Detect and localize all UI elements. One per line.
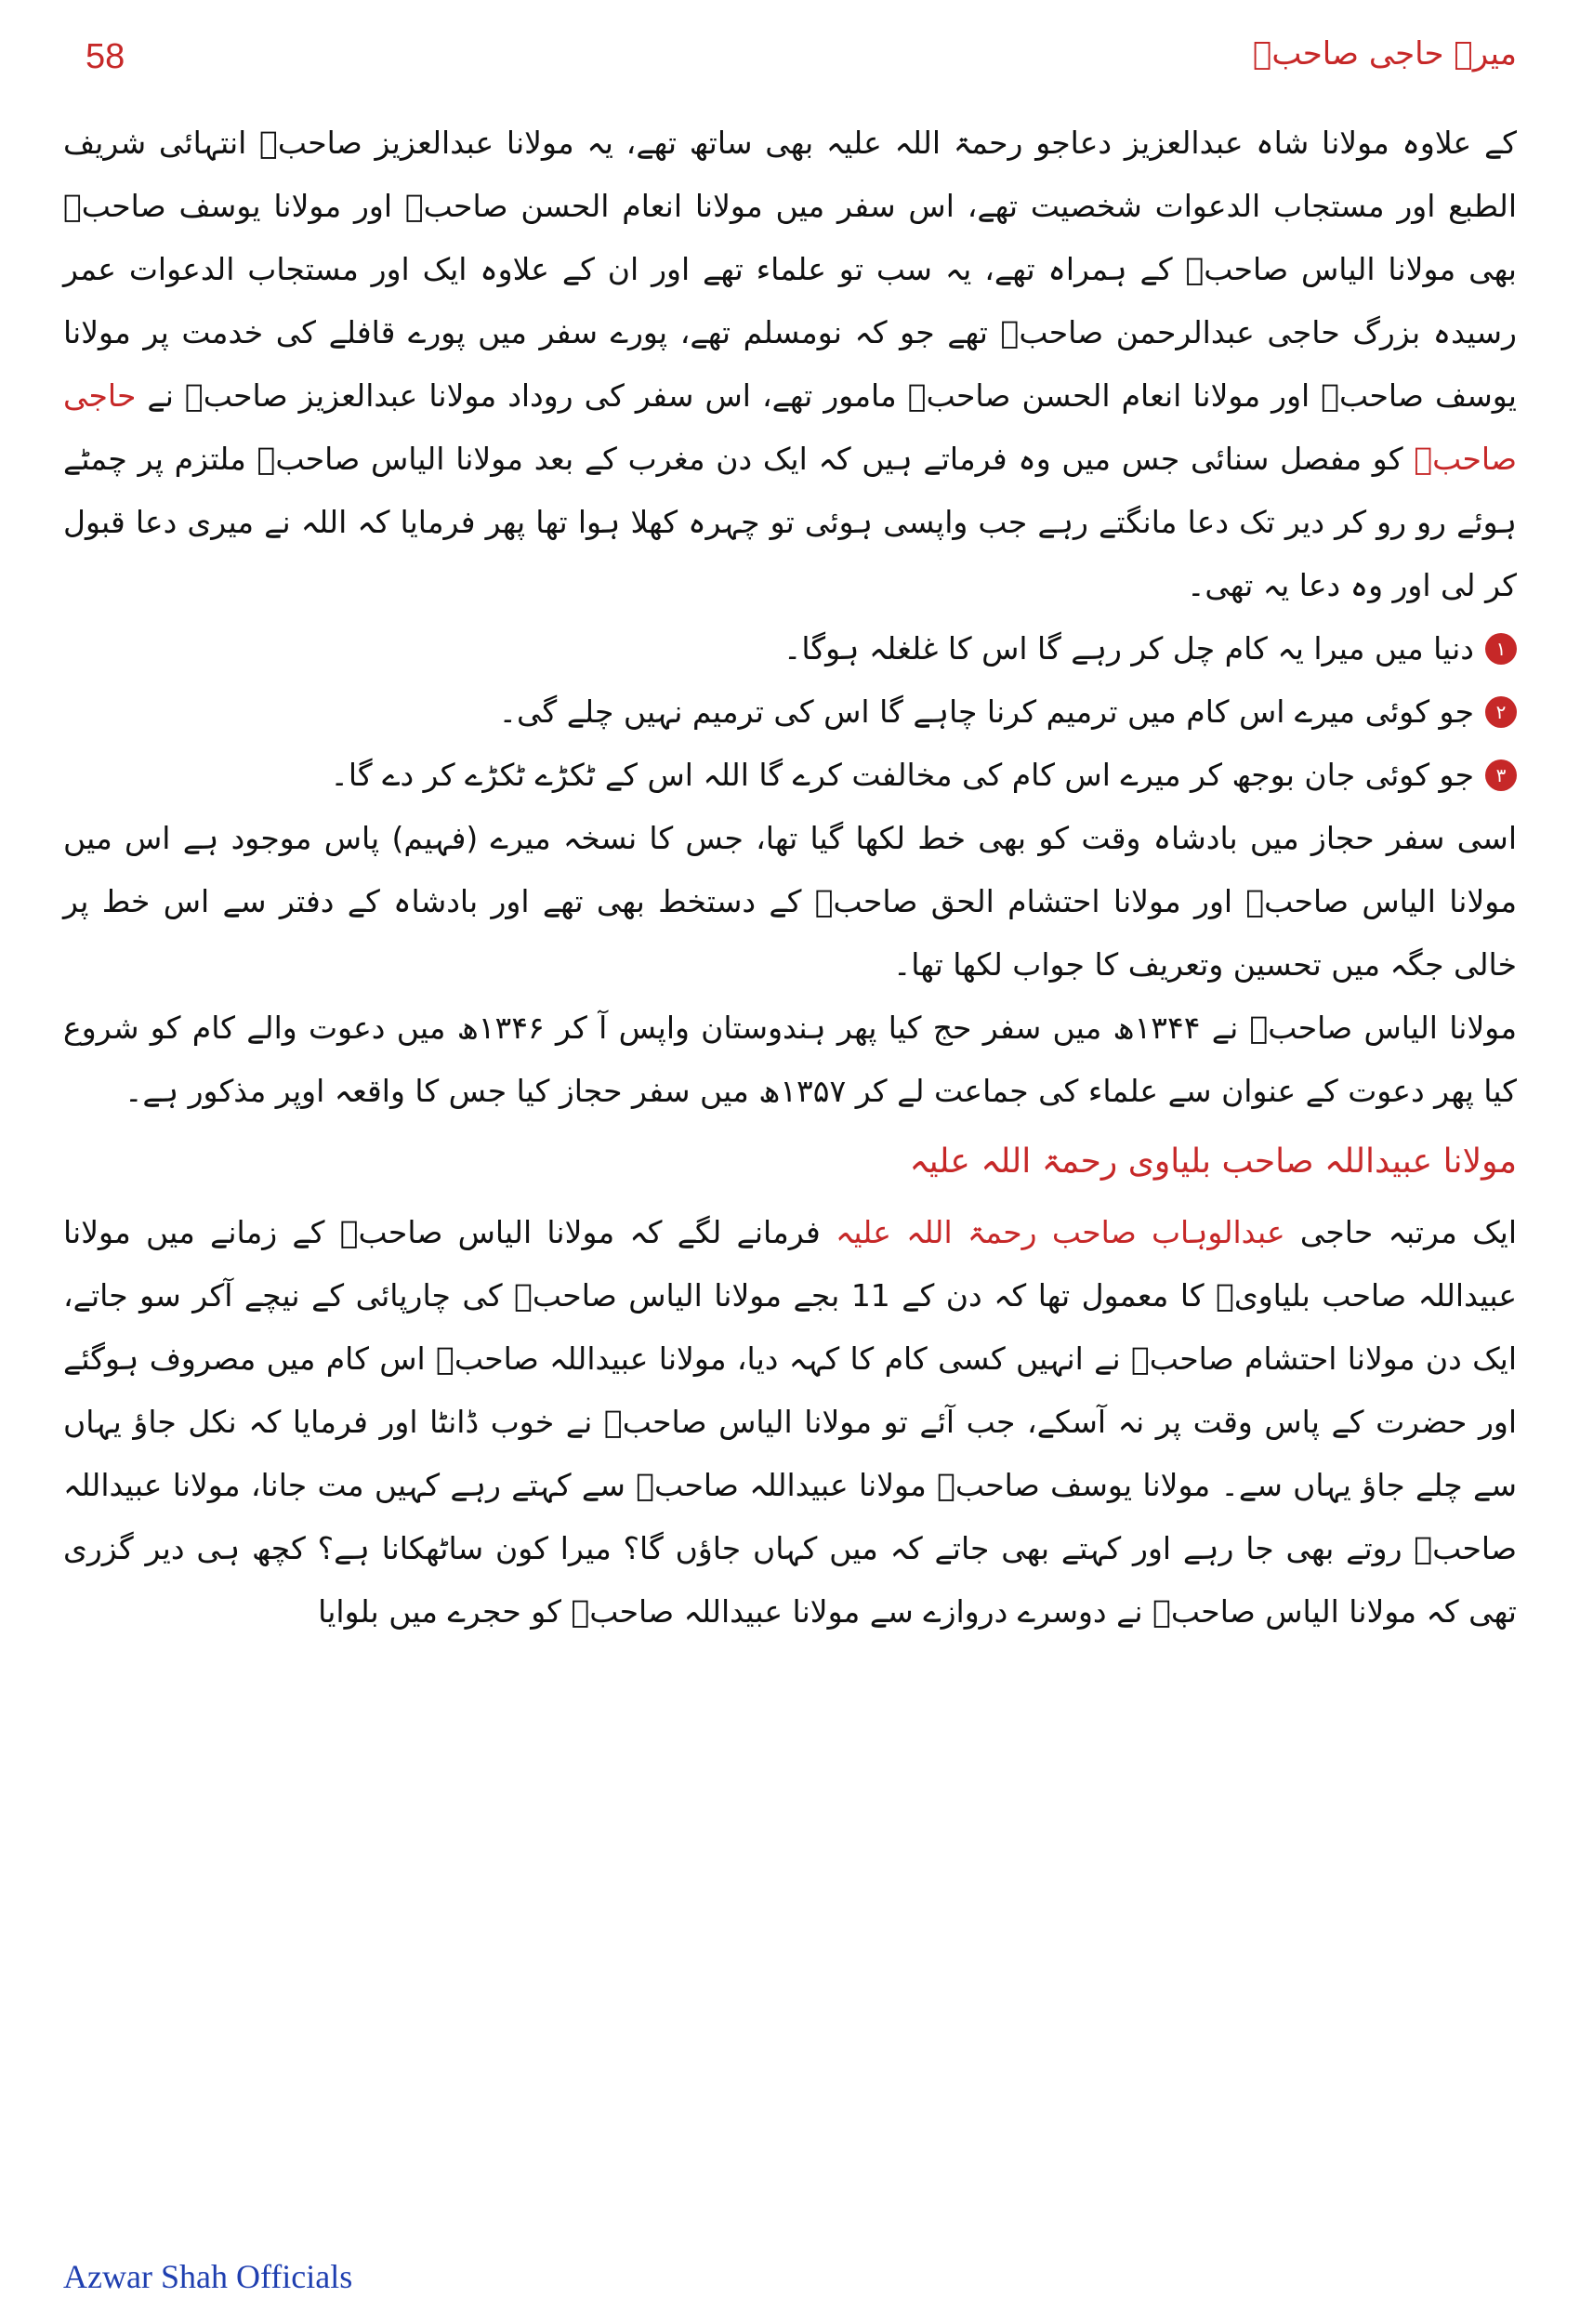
list-item-text: جو کوئی میرے اس کام میں ترمیم کرنا چاہے گا اس کی ترمیم نہیں چلے گی۔ <box>498 693 1474 730</box>
paragraph-text: کو مفصل سنائی جس میں وہ فرماتے ہیں کہ ایک دن مغرب کے بعد مولانا الیاس صاحبؒ ملتزم پر چمٹے ہوئے رو رو کر دیر تک دعا مانگتے رہے جب واپسی ہوئی تو چہرہ کھلا ہوا تھا پھر فرمایا کہ اللہ نے میری دعا قبول کر لی اور وہ دعا یہ تھی۔ <box>63 441 1517 603</box>
paragraph <box>63 1201 1517 1644</box>
list-number-badge: ٣ <box>1485 759 1517 791</box>
highlighted-name: حاجی صاحبؒ <box>63 377 1517 477</box>
page-body <box>63 112 1517 1644</box>
paragraph: مولانا الیاس صاحبؒ نے ۱۳۴۴ھ میں سفر حج کیا پھر ہندوستان واپس آ کر ۱۳۴۶ھ میں دعوت والے کام کو شروع کیا پھر دعوت کے عنوان سے علماء کی جماعت لے کر ۱۳۵۷ھ میں سفر حجاز کیا جس کا واقعہ اوپر مذکور ہے۔ <box>63 1010 1518 1109</box>
section-heading: مولانا عبیداللہ صاحب بلیاوی رحمۃ اللہ علیہ <box>909 1142 1517 1181</box>
list-item-text: دنیا میں میرا یہ کام چل کر رہے گا اس کا غلغلہ ہوگا۔ <box>783 630 1474 667</box>
list-item-text: جو کوئی جان بوجھ کر میرے اس کام کی مخالفت کرے گا اللہ اس کے ٹکڑے ٹکڑے کر دے گا۔ <box>330 757 1474 793</box>
footer-credit: Azwar Shah Officials <box>63 2258 353 2295</box>
list-item <box>63 680 1517 744</box>
paragraph-text: کے علاوہ مولانا شاہ عبدالعزیز دعاجو رحمۃ اللہ علیہ بھی ساتھ تھے، یہ مولانا عبدالعزیز صاحبؒ انتہائی شریف الطبع اور مستجاب الدعوات شخصیت تھے، اس سفر میں مولانا انعام الحسن صاحبؒ اور مولانا یوسف صاحبؒ بھی مولانا الیاس صاحبؒ کے ہمراہ تھے، یہ سب تو علماء تھے اور ان کے علاوہ ایک اور مستجاب الدعوات عمر رسیدہ بزرگ حاجی عبدالرحمن صاحبؒ تھے جو کہ نومسلم تھے، پورے سفر میں پورے قافلے کی خدمت پر مولانا یوسف صاحبؒ اور مولانا انعام الحسن صاحبؒ مامور تھے، اس سفر کی روداد مولانا عبدالعزیز صاحبؒ نے <box>63 125 1517 414</box>
paragraph-text: ایک مرتبہ حاجی <box>1299 1214 1517 1250</box>
running-header: میرے حاجی صاحبؒ <box>1252 35 1517 73</box>
paragraph-text: فرمانے لگے کہ مولانا الیاس صاحبؒ کے زمانے میں مولانا عبیداللہ صاحب بلیاویؒ کا معمول تھا کہ دن کے 11 بجے مولانا الیاس صاحبؒ کی چارپائی کے نیچے آکر سو جاتے، ایک دن مولانا احتشام صاحبؒ نے انہیں کسی کام کا کہہ دیا، مولانا عبیداللہ صاحبؒ اس کام میں مصروف ہوگئے اور حضرت کے پاس وقت پر نہ آسکے، جب آئے تو مولانا الیاس صاحبؒ نے خوب ڈانٹا اور فرمایا کہ نکل جاؤ یہاں سے چلے جاؤ یہاں سے۔ مولانا یوسف صاحبؒ مولانا عبیداللہ صاحبؒ سے کہتے رہے کہیں مت جانا، مولانا عبیداللہ صاحبؒ روتے بھی جا رہے اور کہتے بھی جاتے کہ میں کہاں جاؤں گا؟ میرا کون ساٹھکانا ہے؟ کچھ ہی دیر گزری تھی کہ مولانا الیاس صاحبؒ نے دوسرے دروازے سے مولانا عبیداللہ صاحبؒ کو حجرے میں بلوایا <box>63 1214 1518 1630</box>
paragraph: اسی سفر حجاز میں بادشاہ وقت کو بھی خط لکھا گیا تھا، جس کا نسخہ میرے (فہیم) پاس موجود ہے اس میں مولانا الیاس صاحبؒ اور مولانا احتشام الحق صاحبؒ کے دستخط بھی تھے اور بادشاہ کے دفتر سے اس خط پر خالی جگہ میں تحسین وتعریف کا جواب لکھا تھا۔ <box>63 820 1517 983</box>
paragraph <box>63 112 1517 617</box>
list-item <box>63 744 1517 807</box>
page-number: 58 <box>86 37 125 76</box>
list-item <box>63 617 1517 680</box>
list-number-badge: ٢ <box>1485 696 1517 728</box>
highlighted-name: عبدالوہاب صاحب رحمۃ اللہ علیہ <box>836 1214 1285 1250</box>
list-number-badge: ١ <box>1485 633 1517 665</box>
